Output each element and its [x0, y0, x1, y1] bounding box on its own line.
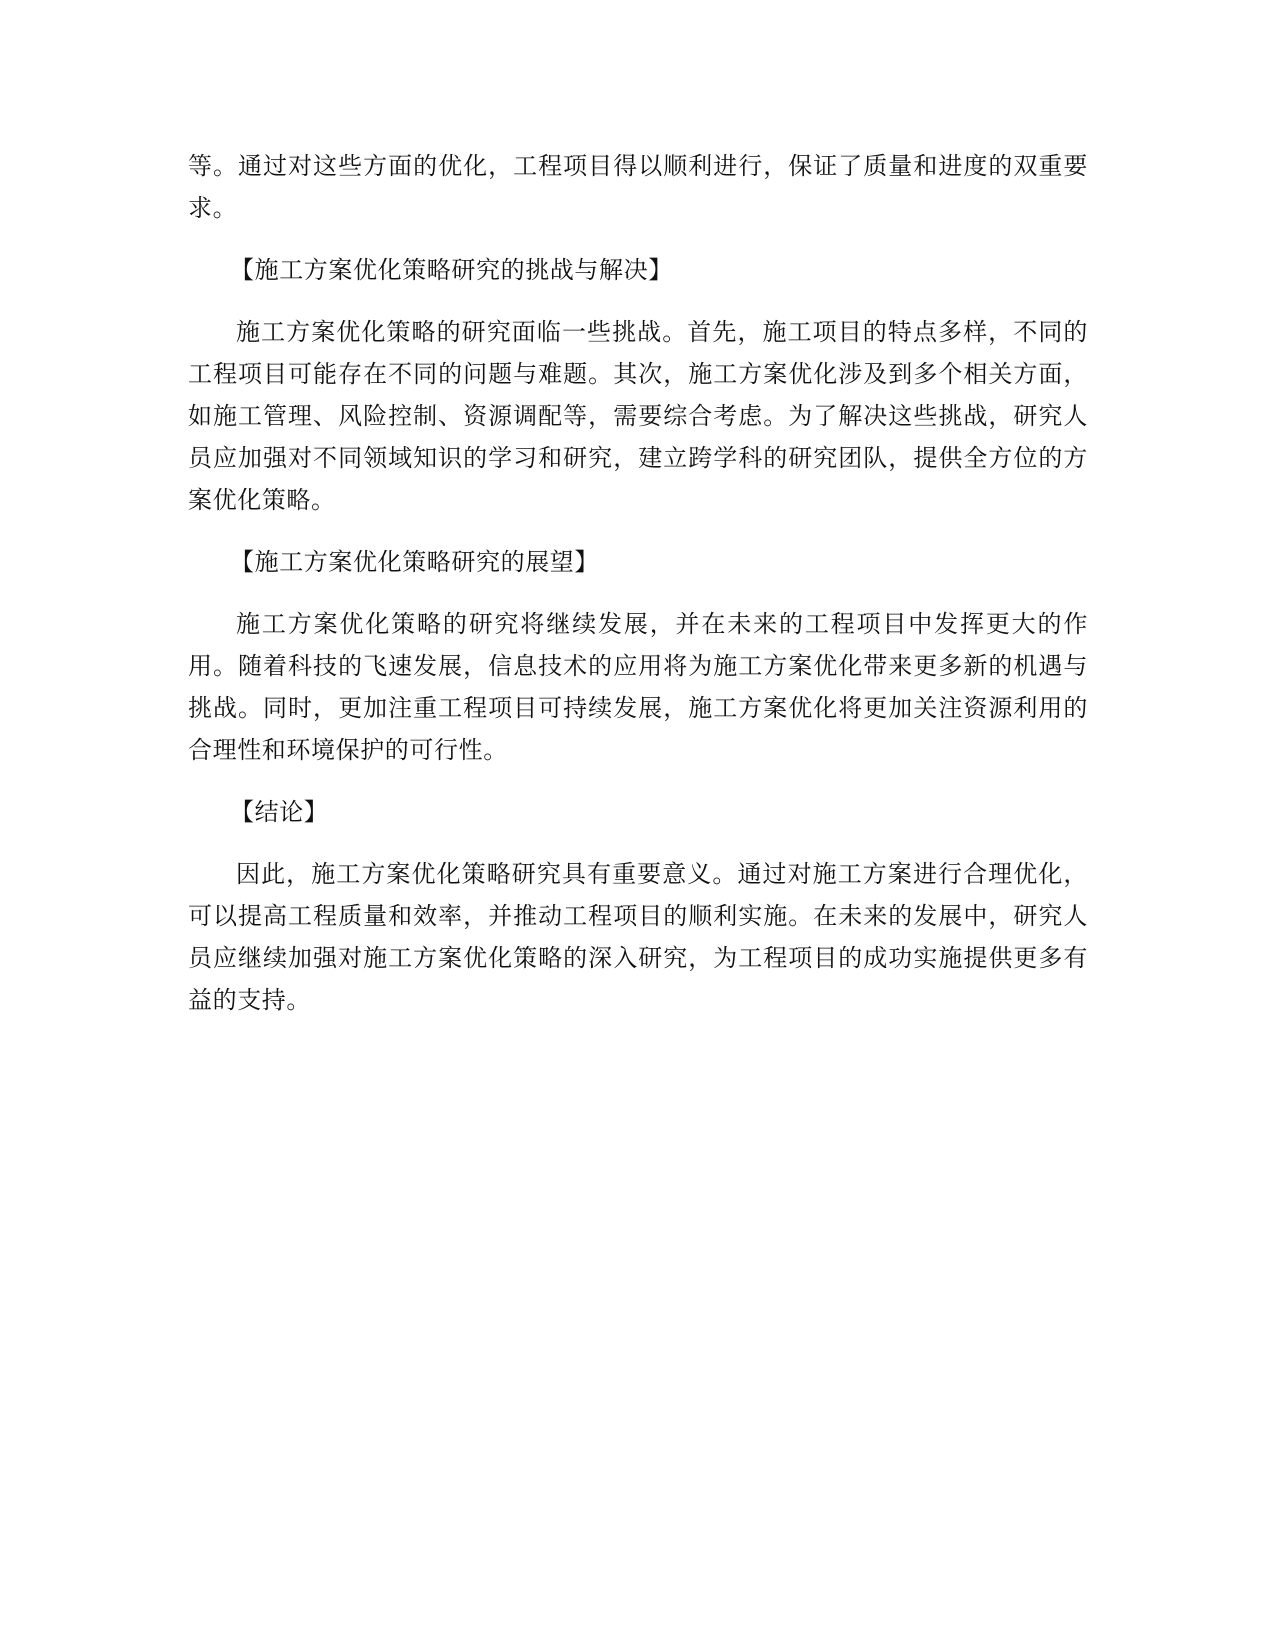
section-heading-conclusion: 【结论】: [230, 798, 329, 826]
paragraph-outlook: 施工方案优化策略的研究将继续发展，并在未来的工程项目中发挥更大的作用。随着科技的飞速发展，信息技术的应用将为施工方案优化带来更多新的机遇与挑战。同时，更加注重工程项目可持续发展，施工方案优化将更加关注资源利用的合理性和环境保护的可行性。: [188, 610, 1088, 764]
document-page: [188, 145, 1088, 1021]
spacer: [188, 583, 1088, 603]
paragraph-challenges: 施工方案优化策略的研究面临一些挑战。首先，施工项目的特点多样，不同的工程项目可能存在不同的问题与难题。其次，施工方案优化涉及到多个相关方面，如施工管理、风险控制、资源调配等，需要综合考虑。为了解决这些挑战，研究人员应加强对不同领域知识的学习和研究，建立跨学科的研究团队，提供全方位的方案优化策略。: [188, 318, 1088, 514]
section-heading-outlook: 【施工方案优化策略研究的展望】: [230, 548, 599, 576]
spacer: [188, 291, 1088, 311]
spacer: [188, 833, 1088, 853]
paragraph-conclusion: 因此，施工方案优化策略研究具有重要意义。通过对施工方案进行合理优化，可以提高工程质量和效率，并推动工程项目的顺利实施。在未来的发展中，研究人员应继续加强对施工方案优化策略的深入研究，为工程项目的成功实施提供更多有益的支持。: [188, 860, 1088, 1014]
spacer: [188, 229, 1088, 249]
paragraph-continuation: 等。通过对这些方面的优化，工程项目得以顺利进行，保证了质量和进度的双重要求。: [188, 152, 1088, 222]
spacer: [188, 771, 1088, 791]
section-heading-challenges: 【施工方案优化策略研究的挑战与解决】: [230, 256, 673, 284]
spacer: [188, 521, 1088, 541]
